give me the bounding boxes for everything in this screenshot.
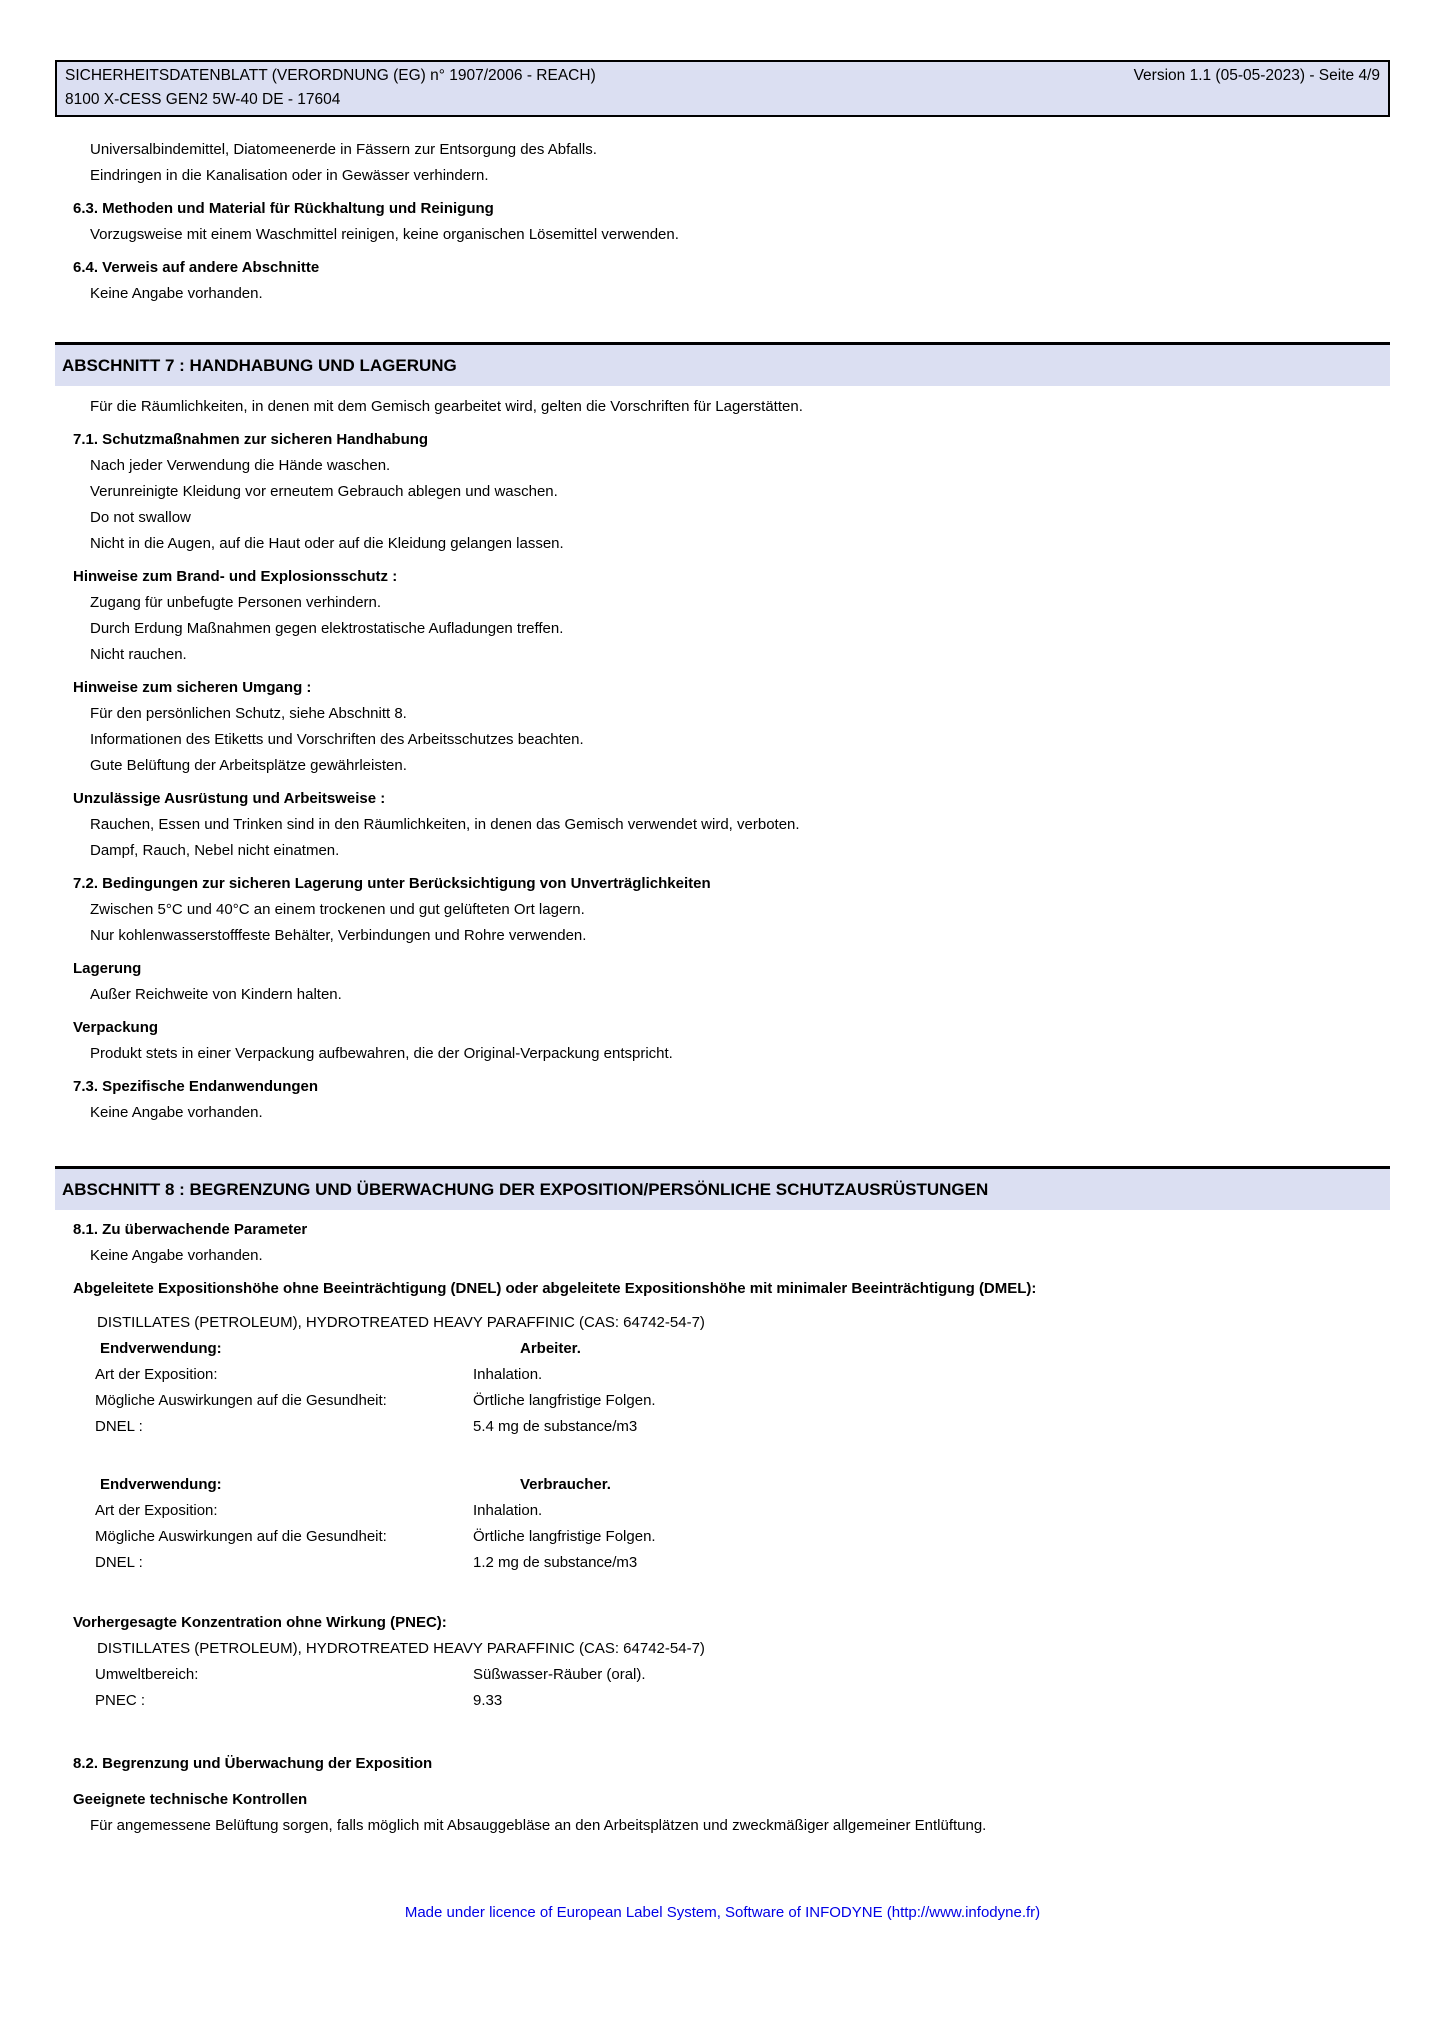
heading-unzulaessige-ausruestung: Unzulässige Ausrüstung und Arbeitsweise :	[73, 790, 386, 807]
body-line: Rauchen, Essen und Trinken sind in den Räumlichkeiten, in denen das Gemisch verwendet wird, verboten.	[90, 816, 800, 833]
version-page-info: Version 1.1 (05-05-2023) - Seite 4/9	[1133, 67, 1380, 84]
body-line: Vorzugsweise mit einem Waschmittel reinigen, keine organischen Lösemittel verwenden.	[90, 226, 679, 243]
row-value: 9.33	[473, 1692, 503, 1709]
body-line: Informationen des Etiketts und Vorschriften des Arbeitsschutzes beachten.	[90, 731, 584, 748]
heading-technische-kontrollen: Geeignete technische Kontrollen	[73, 1791, 308, 1808]
dnel-row	[95, 1550, 1390, 1576]
document-header	[55, 60, 1390, 117]
section-7-band: ABSCHNITT 7 : HANDHABUNG UND LAGERUNG	[55, 342, 1390, 386]
document-header-row-2	[65, 88, 1380, 112]
heading-lagerung: Lagerung	[73, 960, 142, 977]
row-value: Inhalation.	[473, 1502, 543, 1519]
substance-line: DISTILLATES (PETROLEUM), HYDROTREATED HEAVY PARAFFINIC (CAS: 64742-54-7)	[97, 1314, 705, 1331]
heading-brand-explosionsschutz: Hinweise zum Brand- und Explosionsschutz :	[73, 568, 398, 585]
body-line: Nur kohlenwasserstofffeste Behälter, Verbindungen und Rohre verwenden.	[90, 927, 587, 944]
enduse-label: Endverwendung:	[100, 1476, 222, 1493]
dnel-enduse-row	[100, 1472, 1390, 1498]
row-label: Art der Exposition:	[95, 1366, 218, 1383]
body-line: Eindringen in die Kanalisation oder in Gewässer verhindern.	[90, 167, 489, 184]
heading-8-2: 8.2. Begrenzung und Überwachung der Exposition	[73, 1755, 433, 1772]
row-value: 1.2 mg de substance/m3	[473, 1554, 638, 1571]
pnec-row	[95, 1662, 1390, 1688]
body-line: Zugang für unbefugte Personen verhindern.	[90, 594, 382, 611]
body-line: Produkt stets in einer Verpackung aufbewahren, die der Original-Verpackung entspricht.	[90, 1045, 673, 1062]
section-8-band: ABSCHNITT 8 : BEGRENZUNG UND ÜBERWACHUNG DER EXPOSITION/PERSÖNLICHE SCHUTZAUSRÜSTUNGEN	[55, 1166, 1390, 1210]
dnel-row	[95, 1498, 1390, 1524]
row-label: Umweltbereich:	[95, 1666, 199, 1683]
body-line: Dampf, Rauch, Nebel nicht einatmen.	[90, 842, 340, 859]
body-line: Durch Erdung Maßnahmen gegen elektrostatische Aufladungen treffen.	[90, 620, 564, 637]
document-header-row-1	[65, 64, 1380, 88]
row-label: Art der Exposition:	[95, 1502, 218, 1519]
dnel-row	[95, 1524, 1390, 1550]
body-line: Verunreinigte Kleidung vor erneutem Gebrauch ablegen und waschen.	[90, 483, 558, 500]
dnel-row	[95, 1414, 1390, 1440]
body-line: Nach jeder Verwendung die Hände waschen.	[90, 457, 391, 474]
enduse-value: Verbraucher.	[520, 1476, 611, 1493]
dnel-enduse-row	[100, 1336, 1390, 1362]
body-line: Für angemessene Belüftung sorgen, falls möglich mit Absauggebläse an den Arbeitsplätzen und zweckmäßiger allgemeiner Entlüftung.	[90, 1817, 987, 1834]
body-line: Nicht in die Augen, auf die Haut oder auf die Kleidung gelangen lassen.	[90, 535, 564, 552]
row-label: Mögliche Auswirkungen auf die Gesundheit:	[95, 1392, 387, 1409]
body-line: Gute Belüftung der Arbeitsplätze gewährleisten.	[90, 757, 407, 774]
heading-pnec: Vorhergesagte Konzentration ohne Wirkung (PNEC):	[73, 1614, 447, 1631]
row-label: Mögliche Auswirkungen auf die Gesundheit:	[95, 1528, 387, 1545]
product-name: 8100 X-CESS GEN2 5W-40 DE - 17604	[65, 91, 341, 108]
footer-credit-link[interactable]: Made under licence of European Label System, Software of INFODYNE (http://www.infodyne.fr)	[404, 1904, 1041, 1921]
body-line: Keine Angabe vorhanden.	[90, 285, 263, 302]
body-line: Zwischen 5°C und 40°C an einem trockenen und gut gelüfteten Ort lagern.	[90, 901, 585, 918]
pnec-row	[95, 1688, 1390, 1714]
heading-7-3: 7.3. Spezifische Endanwendungen	[73, 1078, 319, 1095]
footer	[0, 1902, 1445, 1924]
heading-8-1: 8.1. Zu überwachende Parameter	[73, 1221, 308, 1238]
row-label: DNEL :	[95, 1554, 143, 1571]
document-title: SICHERHEITSDATENBLATT (VERORDNUNG (EG) n° 1907/2006 - REACH)	[65, 67, 596, 84]
body-line: Universalbindemittel, Diatomeenerde in Fässern zur Entsorgung des Abfalls.	[90, 141, 597, 158]
dnel-row	[95, 1388, 1390, 1414]
body-line: Keine Angabe vorhanden.	[90, 1104, 263, 1121]
row-value: Örtliche langfristige Folgen.	[473, 1528, 656, 1545]
heading-6-3: 6.3. Methoden und Material für Rückhaltung und Reinigung	[73, 200, 494, 217]
heading-sicherer-umgang: Hinweise zum sicheren Umgang :	[73, 679, 312, 696]
substance-line: DISTILLATES (PETROLEUM), HYDROTREATED HEAVY PARAFFINIC (CAS: 64742-54-7)	[97, 1640, 705, 1657]
row-value: Inhalation.	[473, 1366, 543, 1383]
heading-dnel-dmel: Abgeleitete Expositionshöhe ohne Beeinträchtigung (DNEL) oder abgeleitete Expositionshöhe mit minimaler Beeinträchtigung (DMEL):	[73, 1280, 1037, 1297]
row-value: Süßwasser-Räuber (oral).	[473, 1666, 646, 1683]
row-label: PNEC :	[95, 1692, 146, 1709]
body-line: Keine Angabe vorhanden.	[90, 1247, 263, 1264]
body-line: Nicht rauchen.	[90, 646, 187, 663]
body-line: Für den persönlichen Schutz, siehe Abschnitt 8.	[90, 705, 407, 722]
enduse-value: Arbeiter.	[520, 1340, 581, 1357]
enduse-label: Endverwendung:	[100, 1340, 222, 1357]
body-line: Außer Reichweite von Kindern halten.	[90, 986, 342, 1003]
heading-7-2: 7.2. Bedingungen zur sicheren Lagerung unter Berücksichtigung von Unverträglichkeiten	[73, 875, 711, 892]
row-value: Örtliche langfristige Folgen.	[473, 1392, 656, 1409]
heading-verpackung: Verpackung	[73, 1019, 159, 1036]
heading-7-1: 7.1. Schutzmaßnahmen zur sicheren Handhabung	[73, 431, 429, 448]
heading-6-4: 6.4. Verweis auf andere Abschnitte	[73, 259, 320, 276]
body-line: Für die Räumlichkeiten, in denen mit dem Gemisch gearbeitet wird, gelten die Vorschriften für Lagerstätten.	[90, 398, 803, 415]
row-label: DNEL :	[95, 1418, 143, 1435]
dnel-row	[95, 1362, 1390, 1388]
body-line: Do not swallow	[90, 509, 191, 526]
row-value: 5.4 mg de substance/m3	[473, 1418, 638, 1435]
